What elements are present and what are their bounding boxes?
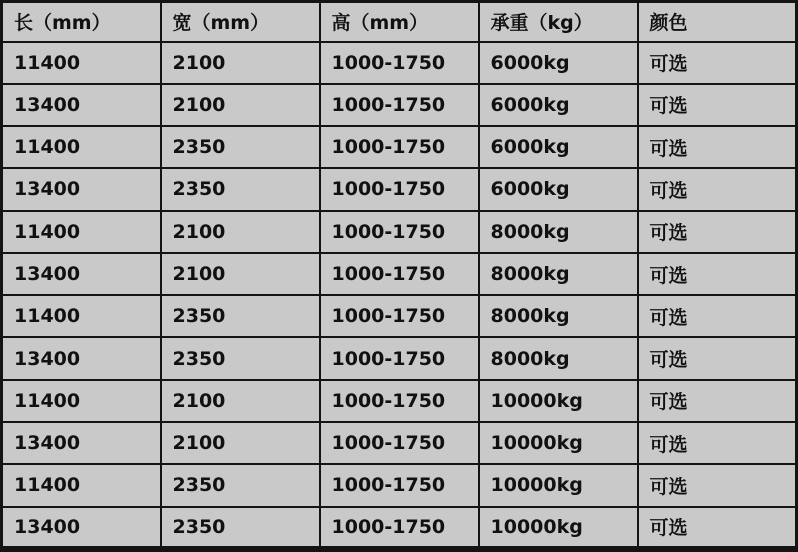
table-cell: 10000kg	[479, 422, 638, 464]
table-cell: 可选	[638, 126, 797, 168]
table-row	[2, 211, 797, 253]
table-cell: 1000-1750	[320, 126, 479, 168]
table-cell: 13400	[2, 337, 161, 379]
table-cell: 2350	[161, 126, 320, 168]
table-row	[2, 507, 797, 549]
table-row	[2, 84, 797, 126]
table-cell: 可选	[638, 253, 797, 295]
table-cell: 6000kg	[479, 168, 638, 210]
table-cell: 10000kg	[479, 507, 638, 549]
table-row	[2, 253, 797, 295]
table-cell: 2100	[161, 253, 320, 295]
table-cell: 1000-1750	[320, 295, 479, 337]
table-cell: 可选	[638, 380, 797, 422]
table-cell: 11400	[2, 464, 161, 506]
table-cell: 13400	[2, 168, 161, 210]
table-cell: 可选	[638, 422, 797, 464]
table-cell: 6000kg	[479, 84, 638, 126]
table-cell: 2100	[161, 42, 320, 84]
table-cell: 1000-1750	[320, 42, 479, 84]
table-cell: 1000-1750	[320, 464, 479, 506]
table-cell: 2100	[161, 422, 320, 464]
table-row	[2, 380, 797, 422]
table-cell: 11400	[2, 295, 161, 337]
table-cell: 11400	[2, 380, 161, 422]
table-cell: 13400	[2, 84, 161, 126]
table-cell: 1000-1750	[320, 168, 479, 210]
table-cell: 11400	[2, 211, 161, 253]
table-cell: 11400	[2, 126, 161, 168]
table-row	[2, 126, 797, 168]
table-cell: 11400	[2, 42, 161, 84]
header-row	[2, 2, 797, 42]
table-cell: 1000-1750	[320, 380, 479, 422]
column-header: 颜色	[638, 2, 797, 42]
table-cell: 2350	[161, 464, 320, 506]
table-cell: 可选	[638, 84, 797, 126]
table-cell: 可选	[638, 295, 797, 337]
table-cell: 13400	[2, 422, 161, 464]
table-row	[2, 42, 797, 84]
table-cell: 10000kg	[479, 464, 638, 506]
table-cell: 2100	[161, 380, 320, 422]
table-cell: 2100	[161, 211, 320, 253]
table-cell: 可选	[638, 42, 797, 84]
table-row	[2, 464, 797, 506]
table-cell: 13400	[2, 253, 161, 295]
table-cell: 2350	[161, 168, 320, 210]
column-header: 承重（kg）	[479, 2, 638, 42]
table-cell: 1000-1750	[320, 84, 479, 126]
column-header: 高（mm）	[320, 2, 479, 42]
table-cell: 可选	[638, 337, 797, 379]
table-body	[2, 42, 797, 550]
table-cell: 1000-1750	[320, 422, 479, 464]
table-cell: 1000-1750	[320, 211, 479, 253]
table-row	[2, 295, 797, 337]
table-cell: 13400	[2, 507, 161, 549]
table-row	[2, 168, 797, 210]
table-cell: 2350	[161, 295, 320, 337]
column-header: 宽（mm）	[161, 2, 320, 42]
table-cell: 8000kg	[479, 295, 638, 337]
table-cell: 可选	[638, 464, 797, 506]
table-cell: 可选	[638, 168, 797, 210]
table-cell: 2350	[161, 507, 320, 549]
table-cell: 1000-1750	[320, 507, 479, 549]
table-cell: 2350	[161, 337, 320, 379]
table-cell: 1000-1750	[320, 337, 479, 379]
table-cell: 8000kg	[479, 211, 638, 253]
table-cell: 可选	[638, 507, 797, 549]
table-cell: 6000kg	[479, 126, 638, 168]
table-cell: 6000kg	[479, 42, 638, 84]
column-header: 长（mm）	[2, 2, 161, 42]
table-cell: 8000kg	[479, 337, 638, 379]
table-row	[2, 337, 797, 379]
table-cell: 10000kg	[479, 380, 638, 422]
table-cell: 可选	[638, 211, 797, 253]
table-row	[2, 422, 797, 464]
table-cell: 8000kg	[479, 253, 638, 295]
table-cell: 2100	[161, 84, 320, 126]
table-cell: 1000-1750	[320, 253, 479, 295]
